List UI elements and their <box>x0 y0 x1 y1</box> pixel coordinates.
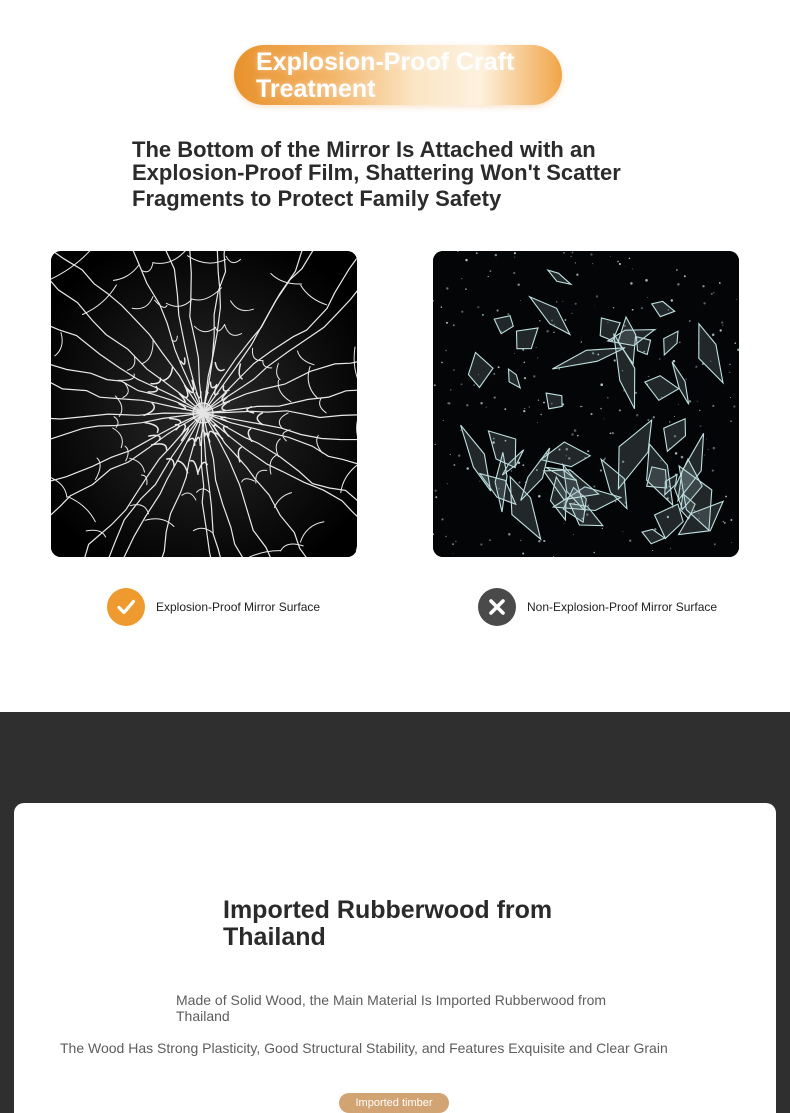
glass-dust <box>473 384 475 386</box>
glass-dust <box>575 262 576 263</box>
non-explosion-proof-label-row <box>478 588 717 626</box>
glass-dust <box>523 350 525 352</box>
glass-dust <box>723 521 724 522</box>
glass-dust <box>593 485 595 487</box>
glass-dust <box>520 540 521 541</box>
glass-dust <box>576 274 578 276</box>
glass-dust <box>712 333 715 336</box>
non-explosion-proof-photo <box>433 251 739 557</box>
glass-dust <box>450 454 451 455</box>
glass-dust <box>699 410 700 411</box>
glass-dust <box>529 406 530 407</box>
glass-dust <box>486 406 487 407</box>
glass-dust <box>714 543 716 545</box>
glass-dust <box>434 384 436 386</box>
glass-dust <box>724 522 726 524</box>
glass-dust <box>607 397 609 399</box>
glass-dust <box>730 519 732 521</box>
glass-dust <box>504 408 506 410</box>
glass-dust <box>538 540 540 542</box>
glass-dust <box>720 329 722 331</box>
glass-dust <box>562 301 563 302</box>
glass-dust <box>581 406 582 407</box>
glass-dust <box>514 252 516 254</box>
glass-dust <box>577 435 579 437</box>
glass-dust <box>514 353 515 354</box>
material-description: The Wood Has Strong Plasticity, Good Structural Stability, and Features Exquisite and Clear Grain <box>60 1040 668 1056</box>
glass-dust <box>511 470 513 472</box>
glass-dust <box>593 552 595 554</box>
glass-dust <box>450 389 451 390</box>
glass-dust <box>736 299 737 300</box>
glass-dust <box>622 531 623 532</box>
glass-dust <box>722 325 723 326</box>
glass-dust <box>706 439 707 440</box>
glass-dust <box>629 539 631 541</box>
glass-dust <box>476 252 478 254</box>
glass-dust <box>681 456 684 459</box>
headline-line-2: Explosion-Proof Film, Shattering Won't Scatter <box>132 160 621 185</box>
glass-dust <box>625 266 626 267</box>
glass-dust <box>477 306 479 308</box>
glass-dust <box>641 307 643 309</box>
glass-dust <box>594 305 595 306</box>
glass-dust <box>647 297 648 298</box>
glass-dust <box>590 253 592 255</box>
glass-dust <box>592 263 593 264</box>
glass-dust <box>543 540 545 542</box>
glass-dust <box>445 536 446 537</box>
glass-dust <box>676 269 678 271</box>
glass-dust <box>493 373 495 375</box>
glass-dust <box>446 287 448 289</box>
glass-dust <box>686 378 687 379</box>
glass-dust <box>453 324 455 326</box>
glass-dust <box>563 523 564 524</box>
glass-dust <box>614 359 616 361</box>
glass-dust <box>538 495 541 498</box>
glass-dust <box>678 404 679 405</box>
glass-dust <box>613 307 614 308</box>
glass-dust <box>572 313 573 314</box>
glass-dust <box>590 413 592 415</box>
glass-dust <box>482 314 484 316</box>
imported-timber-tag: Imported timber <box>339 1093 449 1113</box>
glass-dust <box>466 467 469 470</box>
glass-dust <box>556 301 558 303</box>
glass-dust <box>514 257 515 258</box>
glass-dust <box>729 372 730 373</box>
glass-dust <box>654 528 656 530</box>
glass-dust <box>539 320 540 321</box>
glass-dust <box>520 300 521 301</box>
glass-dust <box>669 421 670 422</box>
glass-dust <box>600 383 603 386</box>
glass-dust <box>523 410 525 412</box>
impact-point <box>193 403 213 423</box>
glass-dust <box>447 483 448 484</box>
glass-dust <box>645 279 648 282</box>
glass-dust <box>647 419 649 421</box>
glass-dust <box>729 364 730 365</box>
glass-dust <box>730 397 731 398</box>
glass-dust <box>480 543 482 545</box>
glass-dust <box>600 469 602 471</box>
glass-dust <box>677 283 679 285</box>
glass-dust <box>574 429 577 432</box>
craft-badge-text: Explosion-Proof Craft Treatment <box>256 48 515 103</box>
glass-dust <box>465 288 467 290</box>
glass-dust <box>684 275 686 277</box>
glass-dust <box>612 432 614 434</box>
glass-dust <box>689 320 691 322</box>
glass-shard <box>546 393 562 409</box>
glass-dust <box>731 542 732 543</box>
glass-dust <box>695 366 697 368</box>
glass-dust <box>632 309 634 311</box>
glass-dust <box>461 278 462 279</box>
explosion-proof-label: Explosion-Proof Mirror Surface <box>156 600 321 614</box>
glass-dust <box>733 405 735 407</box>
glass-dust <box>630 282 633 285</box>
non-explosion-proof-label: Non-Explosion-Proof Mirror Surface <box>527 600 718 614</box>
glass-dust <box>445 350 447 352</box>
glass-dust <box>543 402 545 404</box>
glass-dust <box>659 358 661 360</box>
glass-dust <box>712 470 714 472</box>
material-card <box>14 803 776 1113</box>
glass-dust <box>619 263 621 265</box>
glass-dust <box>615 501 617 503</box>
glass-dust <box>446 322 448 324</box>
glass-dust <box>507 313 509 315</box>
glass-dust <box>479 481 480 482</box>
glass-dust <box>679 342 681 344</box>
glass-dust <box>452 543 454 545</box>
glass-dust <box>730 420 731 421</box>
glass-dust <box>610 432 612 434</box>
glass-dust <box>495 254 497 256</box>
glass-dust <box>497 309 499 311</box>
material-title: Imported Rubberwood from Thailand <box>223 896 553 951</box>
glass-dust <box>441 362 443 364</box>
glass-dust <box>524 377 526 379</box>
glass-dust <box>488 276 489 277</box>
glass-dust <box>581 341 583 343</box>
glass-dust <box>441 306 442 307</box>
glass-dust <box>619 409 621 411</box>
glass-dust <box>629 258 630 259</box>
glass-dust <box>648 376 650 378</box>
glass-dust <box>449 404 450 405</box>
glass-dust <box>596 295 598 297</box>
glass-dust <box>465 259 467 261</box>
glass-dust <box>518 481 520 483</box>
glass-dust <box>435 490 437 492</box>
glass-dust <box>602 528 603 529</box>
glass-dust <box>708 449 709 450</box>
glass-dust <box>533 375 535 377</box>
glass-dust <box>466 404 469 407</box>
glass-dust <box>571 256 572 257</box>
glass-dust <box>617 261 619 263</box>
glass-dust <box>671 299 673 301</box>
glass-dust <box>725 496 727 498</box>
glass-dust <box>603 418 604 419</box>
glass-dust <box>673 360 676 363</box>
glass-dust <box>461 383 463 385</box>
glass-dust <box>571 433 574 436</box>
glass-dust <box>522 464 524 466</box>
glass-dust <box>537 357 538 358</box>
glass-dust <box>480 402 482 404</box>
glass-dust <box>697 401 698 402</box>
material-subtitle: Made of Solid Wood, the Main Material Is Imported Rubberwood from Thailand <box>176 992 607 1024</box>
glass-dust <box>546 330 549 333</box>
glass-dust <box>575 303 577 305</box>
headline <box>132 138 672 210</box>
glass-dust <box>700 425 702 427</box>
glass-dust <box>702 285 704 287</box>
glass-dust <box>604 457 606 459</box>
glass-dust <box>675 452 678 455</box>
glass-dust <box>653 416 655 418</box>
glass-dust <box>674 416 675 417</box>
glass-dust <box>713 292 715 294</box>
glass-dust <box>517 283 519 285</box>
glass-dust <box>721 321 723 323</box>
glass-dust <box>498 366 500 368</box>
glass-dust <box>564 319 566 321</box>
glass-dust <box>508 533 511 536</box>
glass-dust <box>703 302 705 304</box>
glass-dust <box>455 541 456 542</box>
glass-dust <box>632 268 633 269</box>
glass-dust <box>449 402 451 404</box>
glass-dust <box>670 548 671 549</box>
glass-dust <box>553 332 554 333</box>
glass-dust <box>536 347 537 348</box>
glass-dust <box>600 408 602 410</box>
glass-dust <box>441 518 443 520</box>
craft-badge <box>234 45 562 105</box>
glass-dust <box>461 311 463 313</box>
glass-dust <box>489 539 491 541</box>
glass-dust <box>636 414 639 417</box>
glass-dust <box>580 406 582 408</box>
explosion-proof-photo <box>51 251 357 557</box>
glass-dust <box>538 399 539 400</box>
glass-dust <box>711 293 713 295</box>
glass-dust <box>610 256 611 257</box>
glass-dust <box>734 342 736 344</box>
glass-dust <box>522 553 524 555</box>
glass-dust <box>524 408 525 409</box>
glass-dust <box>712 405 714 407</box>
glass-dust <box>453 553 454 554</box>
glass-dust <box>713 447 716 450</box>
glass-dust <box>453 369 455 371</box>
glass-dust <box>674 493 675 494</box>
glass-dust <box>537 422 538 423</box>
glass-dust <box>453 464 455 466</box>
glass-dust <box>587 450 589 452</box>
glass-dust <box>494 397 496 399</box>
glass-dust <box>563 252 565 254</box>
glass-dust <box>443 420 444 421</box>
check-icon <box>107 588 145 626</box>
explosion-proof-label-row <box>107 588 320 626</box>
glass-dust <box>523 361 525 363</box>
glass-dust <box>572 252 574 254</box>
glass-dust <box>458 454 461 457</box>
x-icon <box>478 588 516 626</box>
headline-line-1: The Bottom of the Mirror Is Attached with an <box>132 137 596 162</box>
glass-dust <box>435 444 436 445</box>
glass-dust <box>460 430 462 432</box>
glass-dust <box>689 400 691 402</box>
glass-dust <box>573 534 574 535</box>
glass-dust <box>652 550 653 551</box>
glass-dust <box>704 455 705 456</box>
glass-dust <box>435 496 437 498</box>
glass-dust <box>513 272 515 274</box>
glass-dust <box>559 368 560 369</box>
headline-line-3: Fragments to Protect Family Safety <box>132 186 502 211</box>
glass-dust <box>489 270 491 272</box>
glass-dust <box>719 282 721 284</box>
glass-dust <box>540 414 541 415</box>
